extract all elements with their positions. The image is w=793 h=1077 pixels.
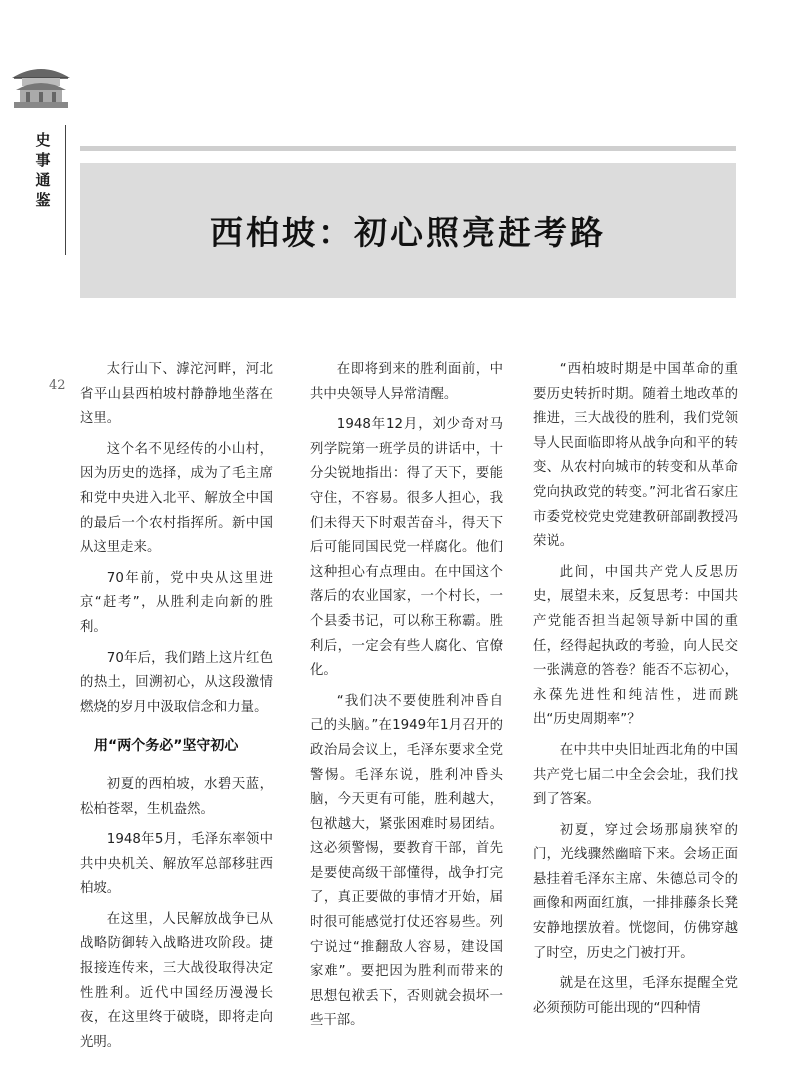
title-top-rule [80,146,736,151]
section-label: 史事通鉴 [35,131,51,209]
pavilion-logo-icon [10,58,72,114]
paragraph: 初夏，穿过会场那扇狭窄的门，光线骤然幽暗下来。会场正面悬挂着毛泽东主席、朱德总司令的画像和两面红旗，一排排藤条长凳安静地摆放着。恍惚间，仿佛穿越了时空，历史之门被打开。 [533,822,738,961]
text-column-3 [533,358,738,1027]
paragraph: 在中共中央旧址西北角的中国共产党七届二中全会会址，我们找到了答案。 [533,742,738,808]
paragraph: 初夏的西柏坡，水碧天蓝，松柏苍翠，生机盎然。 [80,776,273,817]
paragraph: 这个名不见经传的小山村，因为历史的选择，成为了毛主席和党中央进入北平、解放全中国的最后一个农村指挥所。新中国从这里走来。 [80,441,273,556]
article-title: 西柏坡：初心照亮赶考路 [210,213,606,252]
text-column-2 [310,358,503,1040]
section-divider [65,125,66,255]
title-banner [80,163,736,298]
paragraph: “我们决不要使胜利冲昏自己的头脑。”在1949年1月召开的政治局会议上，毛泽东要求全党警惕。毛泽东说，胜利冲昏头脑，今天更有可能，胜利越大，包袱越大，紧张困难时易团结。这必须警惕，要教育干部，首先是要使高级干部懂得，战争打完了，真正要做的事情才开始，届时很可能感觉打仗还容易些。列宁说过“推翻敌人容易，建设国家难”。要把因为胜利而带来的思想包袱丢下，否则就会损坏一些干部。 [310,693,503,1029]
paragraph: 就是在这里，毛泽东提醒全党必须预防可能出现的“四种情 [533,976,738,1016]
paragraph: 在这里，人民解放战争已从战略防御转入战略进攻阶段。捷报接连传来，三大战役取得决定性胜利。近代中国经历漫漫长夜，在这里终于破晓，即将走向光明。 [80,911,273,1050]
page-number: 42 [49,378,66,393]
paragraph: “西柏坡时期是中国革命的重要历史转折时期。随着土地改革的推进，三大战役的胜利，我们党领导人民面临即将从战争向和平的转变、从农村向城市的转变和从革命党向执政党的转变。”河北省石家庄市委党校党史党建教研部副教授冯荣说。 [533,362,738,550]
paragraph: 1948年12月，刘少奇对马列学院第一班学员的讲话中，十分尖锐地指出：得了天下，要能守住，不容易。很多人担心，我们未得天下时艰苦奋斗，得天下后可能同国民党一样腐化。他们这种担心有点理由。在中国这个落后的农业国家，一个村长，一个县委书记，可以称王称霸。胜利后，一定会有些人腐化、官僚化。 [310,417,503,679]
text-column-1 [80,358,273,1061]
paragraph: 1948年5月，毛泽东率领中共中央机关、解放军总部移驻西柏坡。 [80,832,273,897]
section-heading: 用“两个务必”坚守初心 [94,738,239,755]
paragraph: 太行山下、滹沱河畔，河北省平山县西柏坡村静静地坐落在这里。 [80,362,273,427]
paragraph: 此间，中国共产党人反思历史，展望未来，反复思考：中国共产党能否担当起领导新中国的重任，经得起执政的考验，向人民交一张满意的答卷？能否不忘初心，永葆先进性和纯洁性，进而跳出“历史周期率”？ [533,564,738,728]
paragraph: 70年后，我们踏上这片红色的热土，回溯初心，从这段激情燃烧的岁月中汲取信念和力量。 [80,650,273,715]
paragraph: 在即将到来的胜利面前，中共中央领导人异常清醒。 [310,362,503,402]
paragraph: 70年前，党中央从这里进京“赶考”，从胜利走向新的胜利。 [80,570,273,635]
